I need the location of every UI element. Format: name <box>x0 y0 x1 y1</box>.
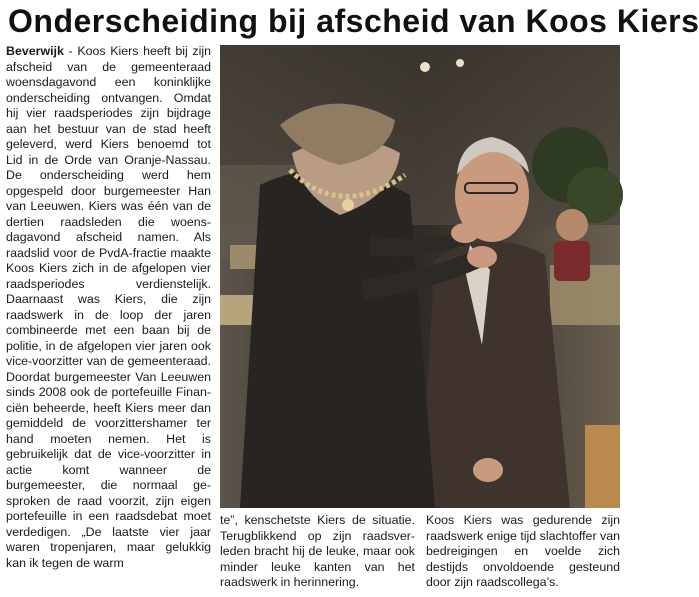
column-1-paragraph <box>6 44 211 571</box>
article-photo <box>220 45 620 508</box>
column-3-text: Koos Kiers was gedurende zijn raadswerk enige tijd slachtoffer van bedreigingen en voelde zich destijds onvoldoende gesteund door zijn raadscollega’s. <box>426 513 620 589</box>
photo-illustration <box>220 45 620 508</box>
column-1-text: - Koos Kiers heeft bij zijn afscheid van de gemeenteraad woensdagavond een koninklijke onderscheiding ontvangen. Omdat hij vier raadsperiodes zijn bijdrage aan het bestuur van de stad heeft geleverd, werd Kiers benoemd tot Lid in de Orde van Oranje-Nassau. De onderscheiding werd hem opgespeld door burgemeester Han van Leeuwen. Kiers was één van de dertien raadsleden die woensdagavond afscheid namen. Als raadslid voor de PvdA-fractie maakte Koos Kiers zich in de afgelopen vier raadsperiodes verdienstelijk. Daarnaast was Kiers, die zijn raadswerk in de loop der jaren combineerde met een baan bij de politie, in de afgelopen vier jaren ook vice-voorzitter van de gemeenteraad. Doordat burgemeester Van Leeuwen sinds 2008 ook de portefeuille Financiën beheerde, heeft Kiers meer dan gemiddeld de voorzittershamer ter hand moeten nemen. Het is gebruikelijk dat de vice-voorzitter in actie komt wanneer de burgemeester, die normaal gesproken de raad voorzit, zijn eigen portefeuille in een raadsdebat moet verdedigen. „De laatste vier jaar waren tropenjaren, maar gelukkig kan ik tegen de warm <box>6 44 211 570</box>
dateline: Beverwijk <box>6 44 64 58</box>
column-2-text: te”, kenschetste Kiers de situatie. Terugblikkend op zijn raadsverleden bracht hij de leuke, maar ook minder leuke kanten van het raadswerk in herinnering. <box>220 513 415 589</box>
article-column-2 <box>220 513 415 593</box>
headline: Onderscheiding bij afscheid van Koos Kiers <box>8 3 699 39</box>
article-column-1 <box>6 44 211 594</box>
article-column-3 <box>426 513 620 593</box>
